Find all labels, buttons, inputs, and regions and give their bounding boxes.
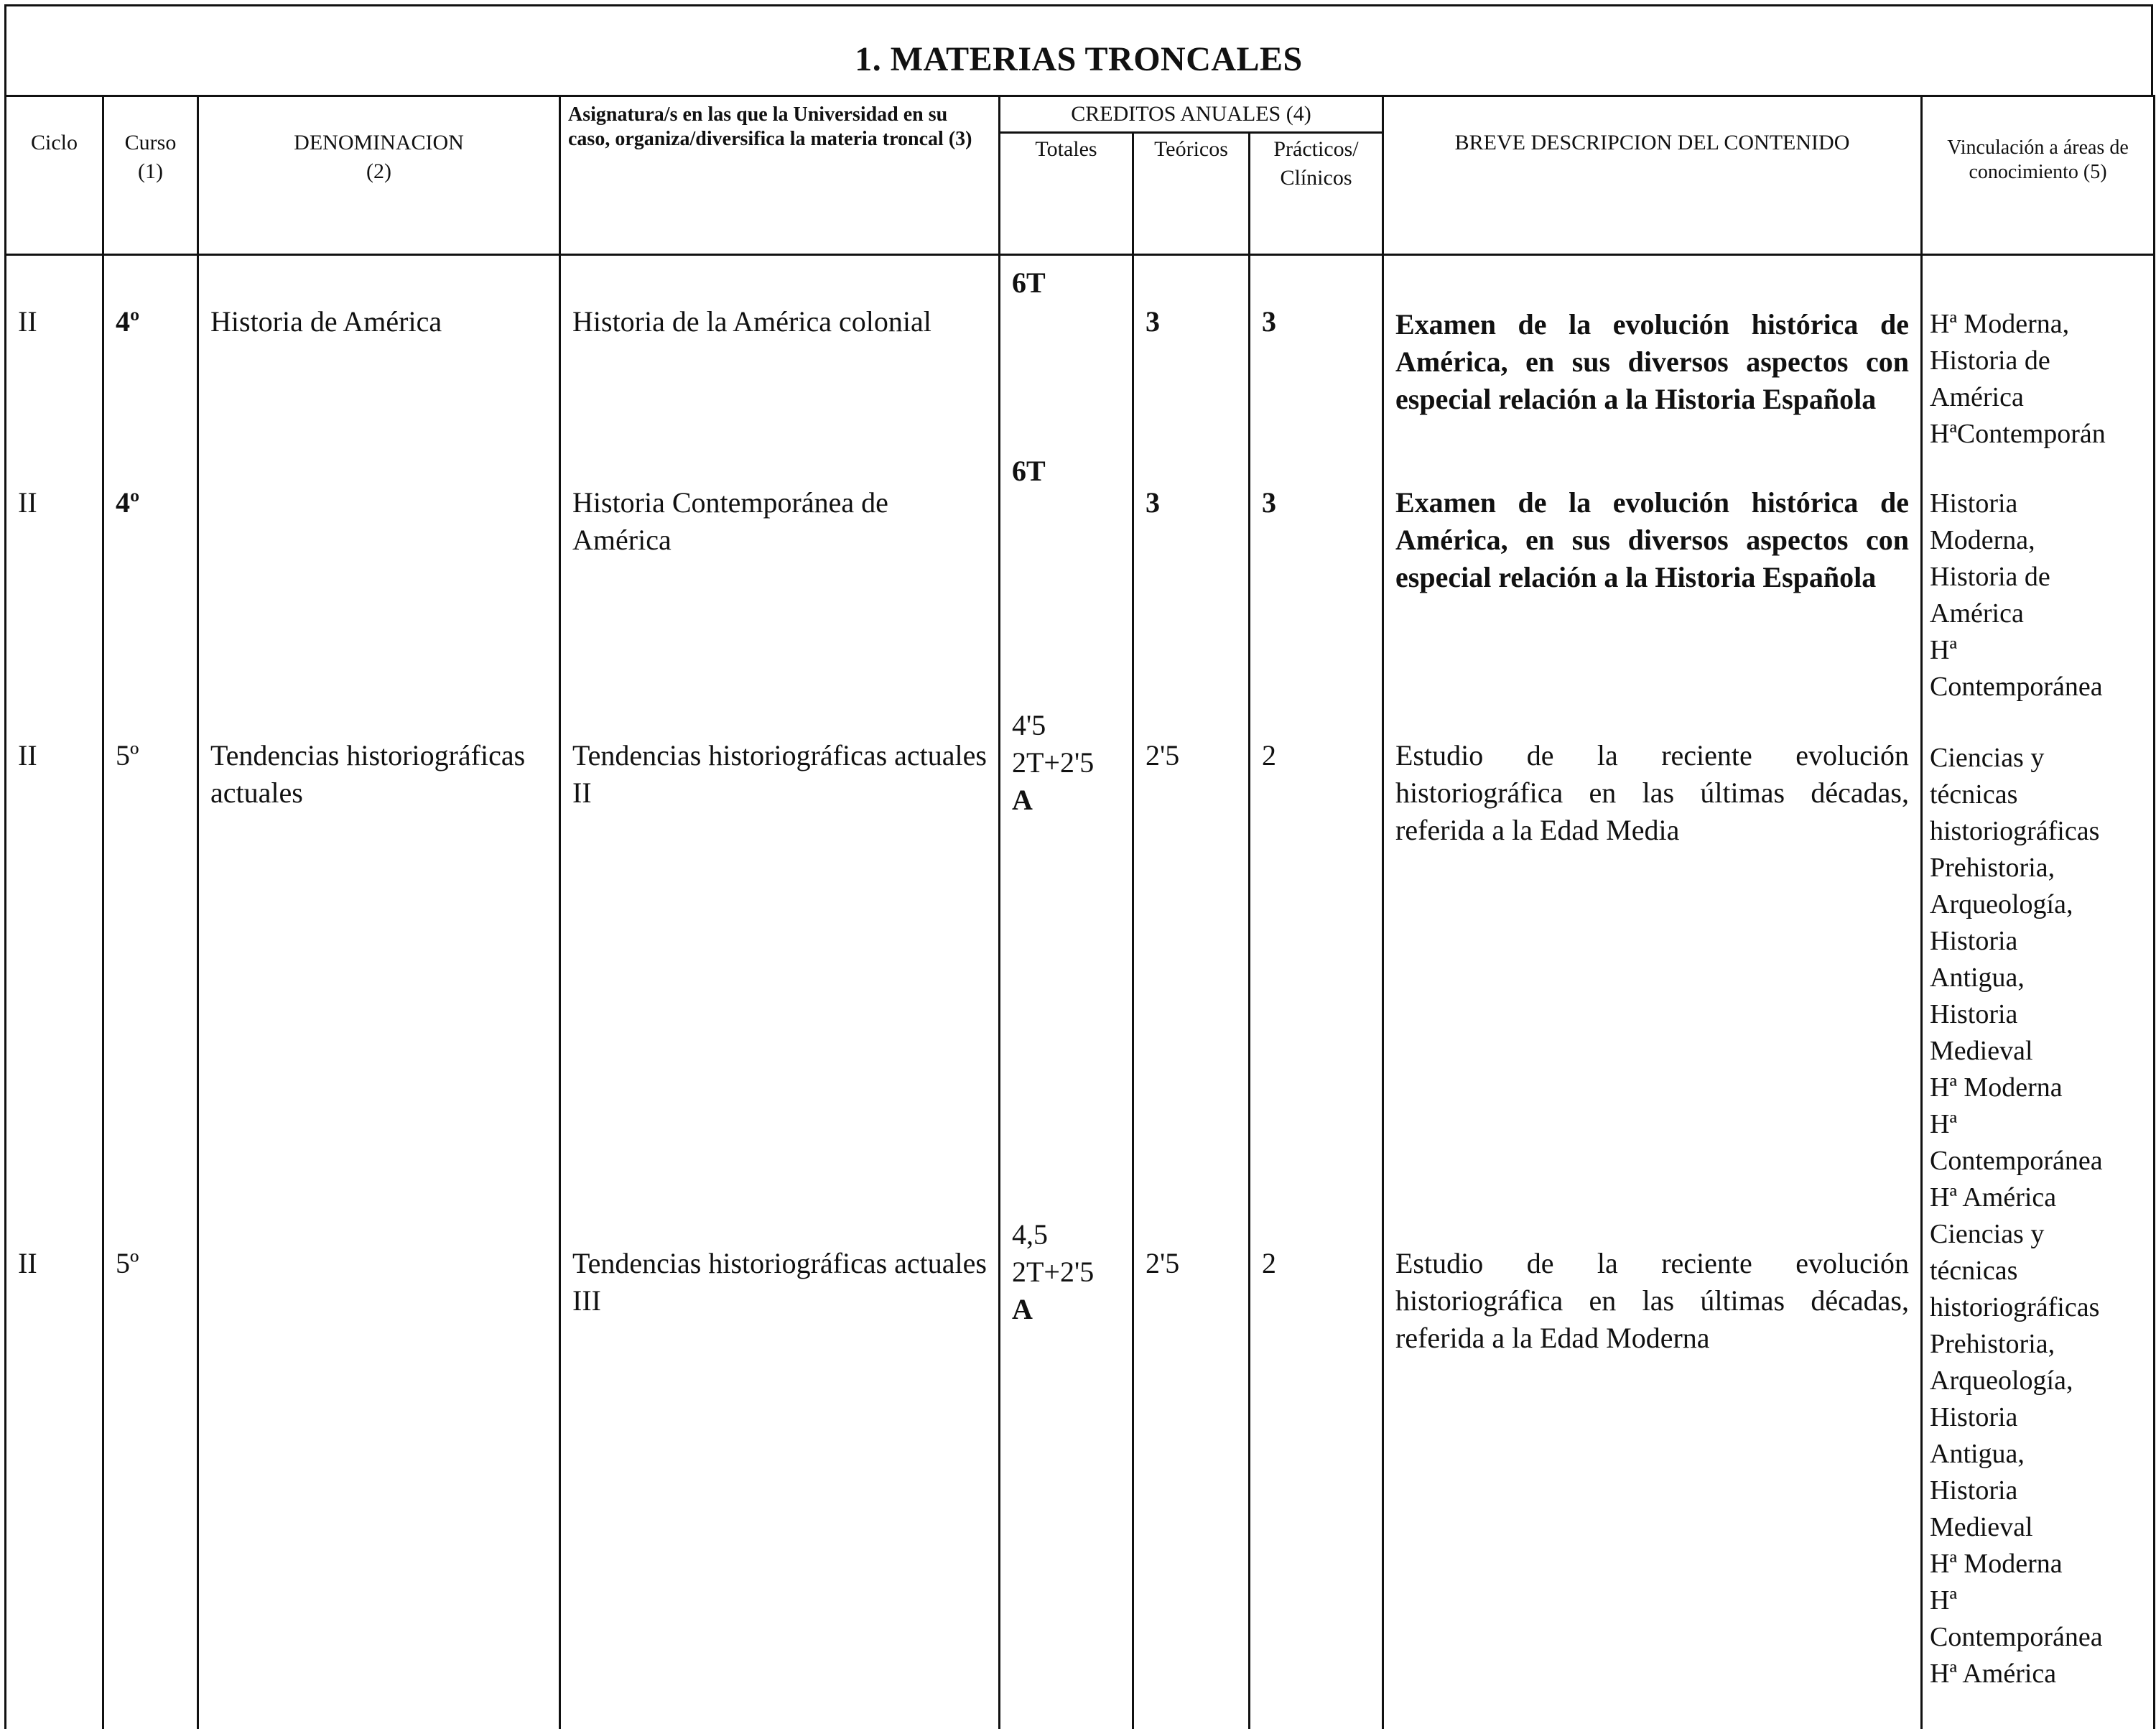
header-denominacion-note: (2) — [366, 159, 391, 183]
cell-asignatura: Tendencias historiográficas actuales II — [560, 707, 1000, 1216]
area-line: Hª Moderna — [1930, 1072, 2063, 1103]
area-line: técnicas — [1930, 1256, 2018, 1286]
header-totales — [1000, 133, 1133, 255]
cell-teoricos: 3 — [1133, 255, 1250, 453]
cell-denominacion — [198, 1216, 560, 1729]
cell-teoricos: 3 — [1133, 453, 1250, 707]
header-practicos-label: Prácticos/ Clínicos — [1273, 137, 1359, 190]
area-line: Arqueología, — [1930, 1366, 2073, 1396]
cell-totales — [1000, 707, 1133, 1216]
cell-ciclo: II — [6, 453, 103, 707]
cell-denominacion: Historia de América — [198, 255, 560, 453]
header-asignatura-label: Asignatura/s en las que la Universidad en su caso, organiza/diversifica la materia troncal (3) — [568, 103, 972, 150]
totales-line: 2T+2'5 — [1012, 746, 1095, 779]
header-curso-label: Curso — [124, 131, 177, 154]
document-page — [4, 4, 2150, 1689]
header-row — [6, 96, 2155, 133]
area-line: Historia — [1930, 926, 2018, 956]
header-denominacion-label: DENOMINACION — [294, 131, 464, 154]
cell-ciclo: II — [6, 707, 103, 1216]
area-line: Hª América — [1930, 1659, 2057, 1689]
header-totales-label: Totales — [1035, 137, 1097, 161]
cell-totales: 6T — [1000, 255, 1133, 453]
header-teoricos — [1133, 133, 1250, 255]
area-line: Contemporánea — [1930, 1622, 2103, 1652]
header-curso — [103, 96, 198, 255]
area-line: Hª Moderna — [1930, 1549, 2063, 1579]
area-line: Historia — [1930, 1475, 2018, 1506]
cell-curso: 5º — [103, 707, 198, 1216]
cell-areas — [1922, 1216, 2155, 1729]
area-line: HªContemporán — [1930, 419, 2106, 449]
area-line: historiográficas — [1930, 816, 2100, 846]
area-line: Hª — [1930, 1109, 1957, 1139]
header-descripcion-label: BREVE DESCRIPCION DEL CONTENIDO — [1454, 131, 1850, 154]
cell-teoricos: 2'5 — [1133, 707, 1250, 1216]
cell-totales: 6T — [1000, 453, 1133, 707]
cell-descripcion: Examen de la evolución histórica de América, en sus diversos aspectos con especial relación a la Historia Española — [1383, 453, 1922, 707]
cell-curso: 4º — [103, 453, 198, 707]
header-descripcion — [1383, 96, 1922, 255]
cell-asignatura: Tendencias historiográficas actuales III — [560, 1216, 1000, 1729]
area-line: Prehistoria, — [1930, 853, 2055, 883]
table-row — [6, 453, 2155, 707]
cell-asignatura: Historia Contemporánea de América — [560, 453, 1000, 707]
header-vinculacion-label: Vinculación a áreas de conocimiento (5) — [1947, 136, 2129, 183]
area-line: Medieval — [1930, 1512, 2033, 1542]
table-row — [6, 1216, 2155, 1729]
cell-descripcion: Estudio de la reciente evolución historiográfica en las últimas décadas, referida a la Edad Media — [1383, 707, 1922, 1216]
cell-areas — [1922, 255, 2155, 453]
area-line: Medieval — [1930, 1036, 2033, 1066]
area-line: América — [1930, 598, 2024, 629]
area-line: Ciencias y — [1930, 743, 2045, 773]
cell-descripcion: Estudio de la reciente evolución historiográfica en las últimas décadas, referida a la Edad Moderna — [1383, 1216, 1922, 1729]
header-practicos — [1250, 133, 1383, 255]
cell-practicos: 2 — [1250, 707, 1383, 1216]
header-ciclo — [6, 96, 103, 255]
totales-line: A — [1012, 1293, 1033, 1325]
area-line: Historia de — [1930, 346, 2050, 376]
area-line: Hª Moderna, — [1930, 309, 2070, 339]
cell-practicos: 2 — [1250, 1216, 1383, 1729]
header-teoricos-label: Teóricos — [1154, 137, 1228, 161]
header-curso-note: (1) — [138, 159, 163, 183]
header-denominacion — [198, 96, 560, 255]
area-line: Contemporánea — [1930, 1146, 2103, 1176]
cell-practicos: 3 — [1250, 453, 1383, 707]
cell-teoricos: 2'5 — [1133, 1216, 1250, 1729]
cell-ciclo: II — [6, 255, 103, 453]
area-line: Hª América — [1930, 1182, 2057, 1213]
area-line: Historia de — [1930, 562, 2050, 592]
area-line: Ciencias y — [1930, 1219, 2045, 1249]
cell-curso: 4º — [103, 255, 198, 453]
title-box — [4, 4, 2153, 97]
area-line: Prehistoria, — [1930, 1329, 2055, 1359]
cell-denominacion — [198, 453, 560, 707]
cell-practicos: 3 — [1250, 255, 1383, 453]
table-row — [6, 255, 2155, 453]
header-ciclo-label: Ciclo — [31, 131, 78, 154]
table-row — [6, 707, 2155, 1216]
area-line: Historia — [1930, 488, 2018, 519]
totales-line: 4'5 — [1012, 709, 1046, 741]
cell-descripcion: Examen de la evolución histórica de América, en sus diversos aspectos con especial relación a la Historia Española — [1383, 255, 1922, 453]
materias-table — [4, 95, 2155, 1729]
area-line: técnicas — [1930, 779, 2018, 810]
area-line: Contemporánea — [1930, 672, 2103, 702]
area-line: historiográficas — [1930, 1292, 2100, 1322]
header-vinculacion — [1922, 96, 2155, 255]
totales-line: 4,5 — [1012, 1218, 1048, 1251]
cell-asignatura: Historia de la América colonial — [560, 255, 1000, 453]
cell-curso: 5º — [103, 1216, 198, 1729]
totales-line: A — [1012, 784, 1033, 816]
area-line: Antigua, — [1930, 963, 2025, 993]
area-line: Historia — [1930, 999, 2018, 1029]
header-asignatura — [560, 96, 1000, 255]
area-line: Hª — [1930, 1585, 1957, 1616]
page-title: 1. MATERIAS TRONCALES — [855, 40, 1303, 78]
cell-areas — [1922, 707, 2155, 1216]
area-line: Moderna, — [1930, 525, 2035, 555]
area-line: Arqueología, — [1930, 889, 2073, 919]
area-line: Hª — [1930, 635, 1957, 665]
area-line: Antigua, — [1930, 1439, 2025, 1469]
area-line: América — [1930, 382, 2024, 412]
cell-areas — [1922, 453, 2155, 707]
cell-denominacion: Tendencias historiográficas actuales — [198, 707, 560, 1216]
header-creditos — [1000, 96, 1383, 133]
cell-ciclo: II — [6, 1216, 103, 1729]
area-line: Historia — [1930, 1402, 2018, 1432]
totales-line: 2T+2'5 — [1012, 1256, 1095, 1288]
header-creditos-label: CREDITOS ANUALES (4) — [1071, 102, 1311, 126]
cell-totales — [1000, 1216, 1133, 1729]
